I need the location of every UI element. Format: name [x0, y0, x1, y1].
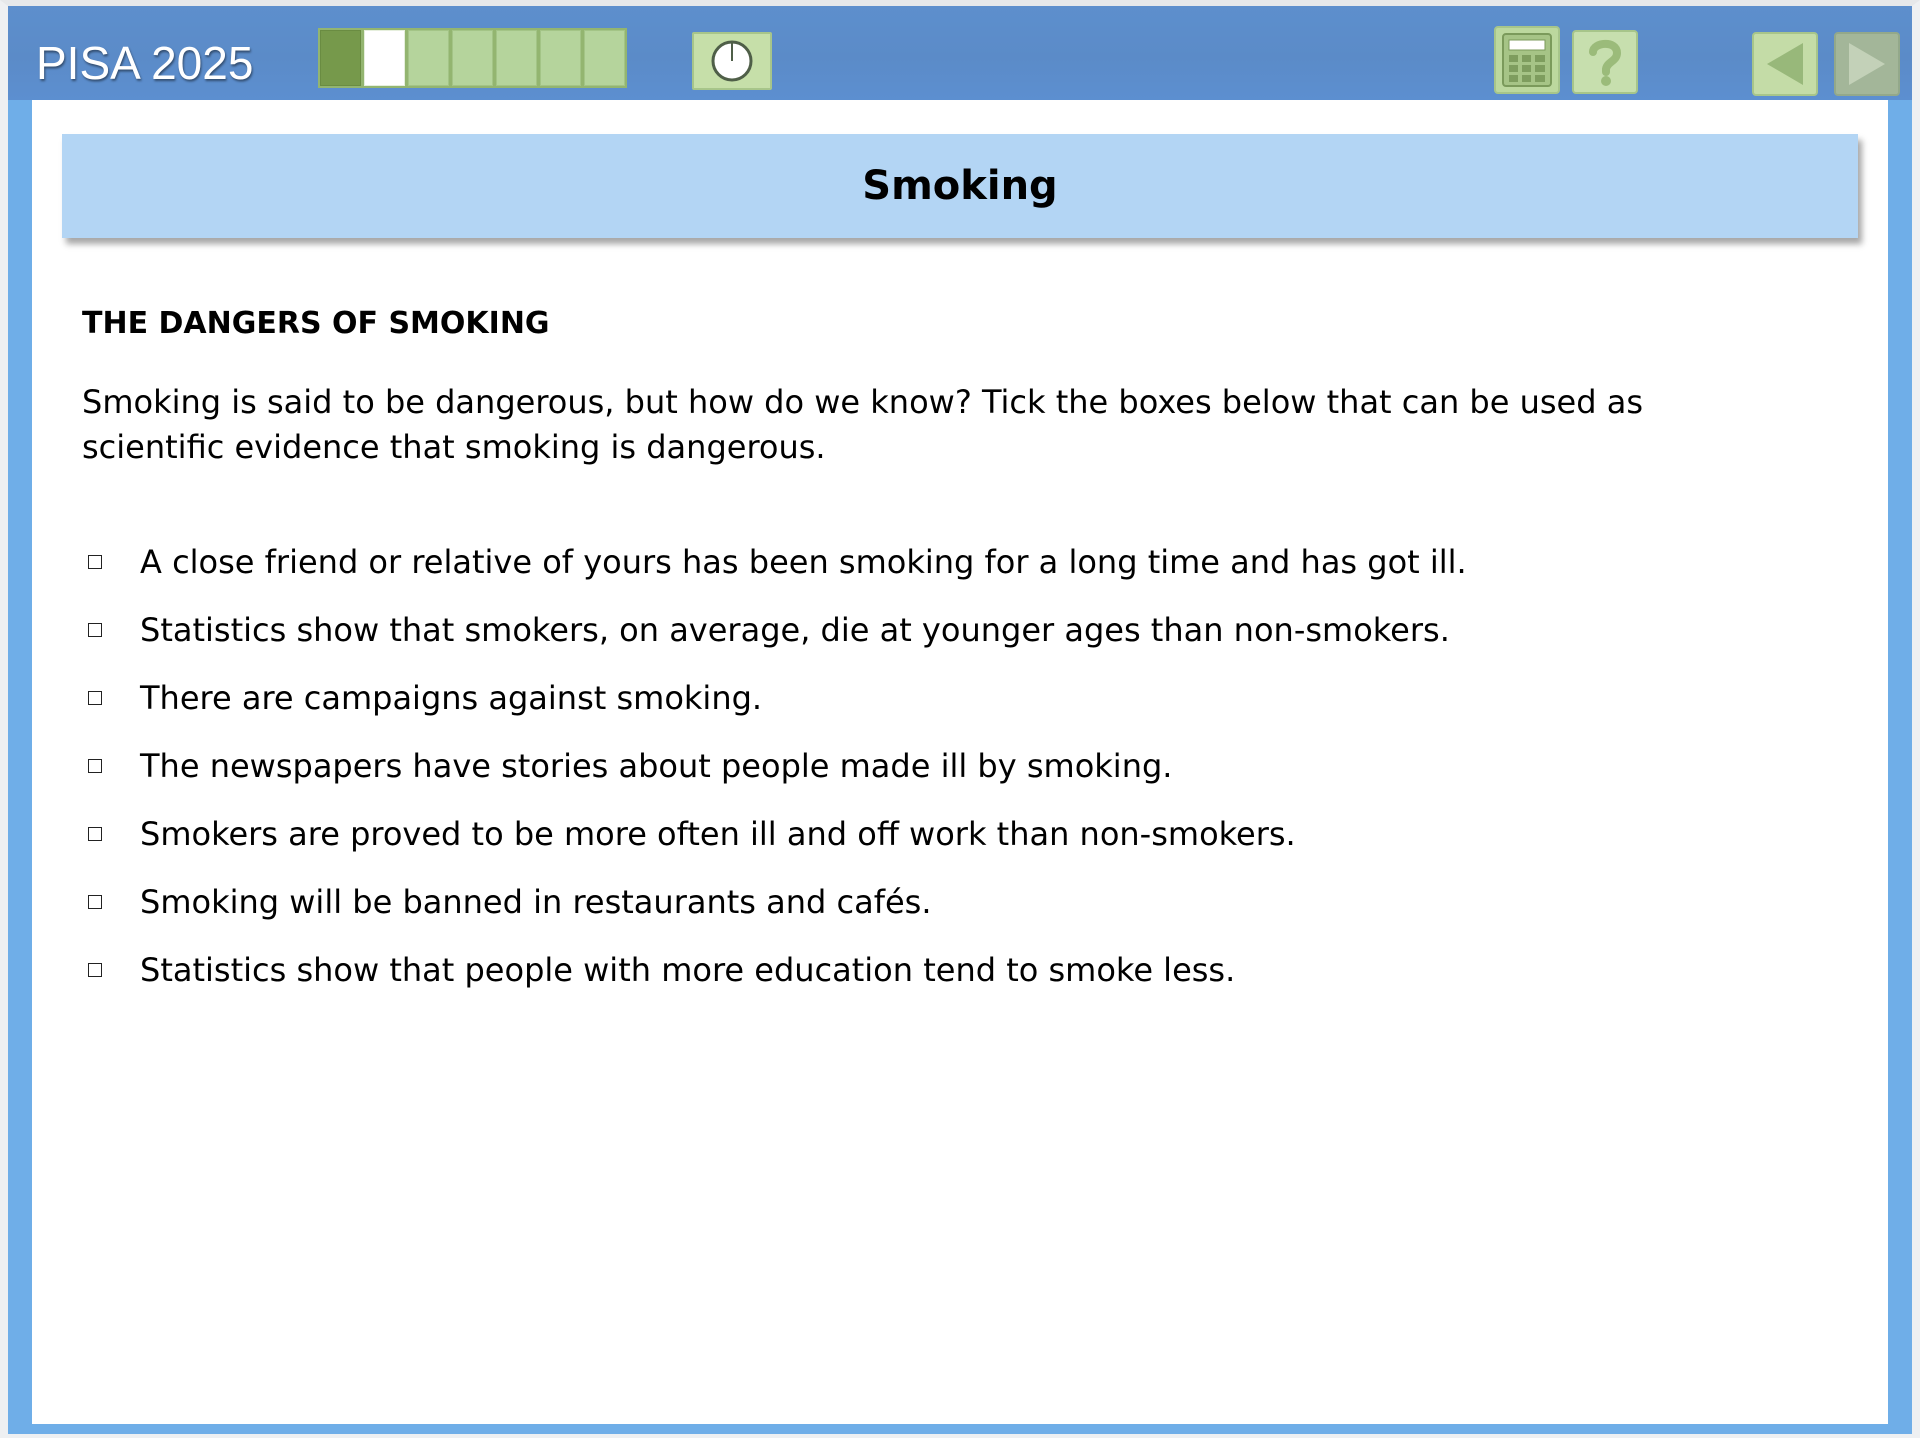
checkbox[interactable]: [88, 759, 102, 773]
progress-cell: [496, 30, 537, 86]
progress-cell: [364, 30, 405, 86]
help-button[interactable]: [1572, 30, 1638, 94]
checkbox[interactable]: [88, 691, 102, 705]
unit-title-bar: [62, 134, 1858, 238]
checkbox[interactable]: [88, 963, 102, 977]
calculator-icon: [1501, 32, 1553, 88]
option-2[interactable]: [82, 596, 1467, 664]
option-7[interactable]: [82, 936, 1467, 1004]
timer-button[interactable]: [692, 32, 772, 90]
option-label: Smokers are proved to be more often ill and off work than non-smokers.: [140, 815, 1296, 853]
option-label: Smoking will be banned in restaurants and cafés.: [140, 883, 932, 921]
triangle-right-icon: [1843, 39, 1891, 89]
calculator-button[interactable]: [1494, 26, 1560, 94]
app-title: PISA 2025: [36, 37, 254, 89]
option-label: Statistics show that smokers, on average, die at younger ages than non-smokers.: [140, 611, 1450, 649]
progress-cell: [408, 30, 449, 86]
top-toolbar: [8, 6, 1912, 100]
option-label: A close friend or relative of yours has been smoking for a long time and has got ill.: [140, 543, 1467, 581]
question-instructions: Smoking is said to be dangerous, but how do we know? Tick the boxes below that can be used as scientific evidence that smoking is dangerous.: [82, 383, 1643, 466]
back-button[interactable]: [1752, 32, 1818, 96]
progress-cell: [540, 30, 581, 86]
progress-bar: [318, 28, 627, 88]
option-1[interactable]: [82, 528, 1467, 596]
checkbox[interactable]: [88, 623, 102, 637]
question-mark-icon: [1583, 36, 1627, 88]
checkbox[interactable]: [88, 827, 102, 841]
content-panel: [32, 100, 1888, 1424]
question-heading: THE DANGERS OF SMOKING: [82, 306, 550, 341]
option-5[interactable]: [82, 800, 1467, 868]
triangle-left-icon: [1761, 39, 1809, 89]
next-button[interactable]: [1834, 32, 1900, 96]
checkbox[interactable]: [88, 895, 102, 909]
progress-cell: [452, 30, 493, 86]
unit-title: Smoking: [862, 163, 1058, 209]
option-3[interactable]: [82, 664, 1467, 732]
clock-icon: [709, 38, 755, 84]
option-4[interactable]: [82, 732, 1467, 800]
progress-cell: [320, 30, 361, 86]
option-label: The newspapers have stories about people made ill by smoking.: [140, 747, 1173, 785]
options-list: [82, 528, 1467, 1004]
option-label: There are campaigns against smoking.: [140, 679, 763, 717]
checkbox[interactable]: [88, 555, 102, 569]
option-6[interactable]: [82, 868, 1467, 936]
option-label: Statistics show that people with more education tend to smoke less.: [140, 951, 1236, 989]
progress-cell: [584, 30, 625, 86]
